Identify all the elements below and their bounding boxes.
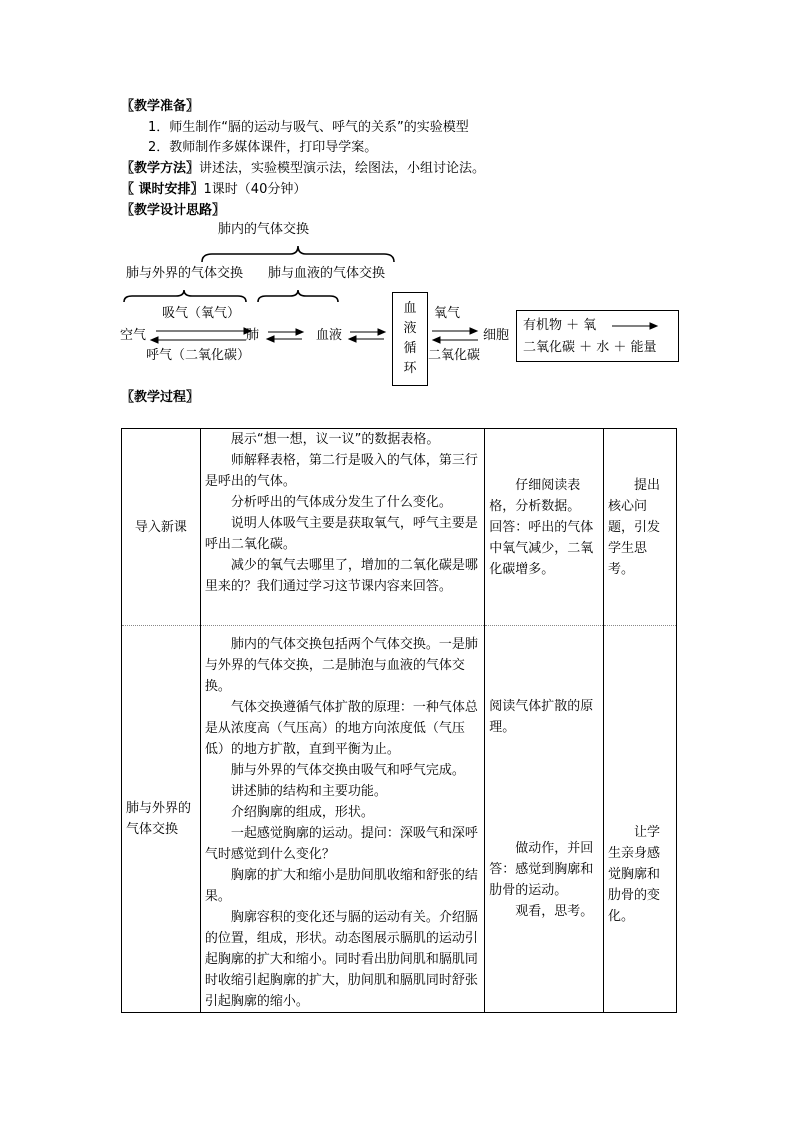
teacher-text: 展示“想一想，议一议”的数据表格。 [230, 432, 440, 447]
teacher-text: 胸廓容积的变化还与膈的运动有关。介绍膈的位置，组成，形状。动态图展示膈肌的运动引起胸廓的扩大和缩小。同时看出肋间肌和膈肌同时收缩引起胸廓的扩大，肋间肌和膈肌同时舒张引起胸廓的缩小。 [204, 910, 478, 1009]
circulation-char: 循 [403, 341, 417, 356]
teacher-text: 分析呼出的气体成分发生了什么变化。 [230, 495, 452, 510]
oxygen-label: 氧气 [434, 306, 461, 321]
design-heading: 〖教学设计思路〗 [121, 203, 226, 218]
left-label: 肺与外界的气体交换 [126, 266, 244, 281]
teacher-text: 说明人体吸气主要是获取氧气，呼气主要是呼出二氧化碳。 [204, 516, 478, 552]
stage-cell [122, 626, 201, 1013]
teacher-text: 讲述肺的结构和主要功能。 [230, 784, 387, 799]
intent-text: 让学生亲身感觉胸廓和肋骨的变化。 [608, 825, 661, 924]
teacher-text: 胸廓的扩大和缩小是肋间肌收缩和舒张的结果。 [204, 868, 478, 904]
stage-label: 肺与外界的气体交换 [126, 801, 192, 837]
teacher-cell [200, 626, 484, 1013]
method-text: 讲述法，实验模型演示法，绘图法，小组讨论法。 [199, 161, 486, 176]
intent-text: 提出核心问题，引发学生思考。 [608, 477, 661, 577]
top-label: 肺内的气体交换 [218, 222, 310, 237]
right-label: 肺与血液的气体交换 [268, 266, 386, 281]
schedule-heading: 〖 课时安排〗 [121, 182, 204, 197]
circulation-char: 环 [403, 361, 417, 376]
teacher-text: 一起感觉胸廓的运动。提问：深吸气和深呼气时感觉到什么变化？ [204, 826, 478, 862]
intent-cell [604, 626, 677, 1013]
inhale-label: 吸气（氧气） [162, 306, 241, 321]
teacher-text: 介绍胸廓的组成，形状。 [230, 805, 374, 820]
prep-item-1: 1．师生制作“膈的运动与吸气、呼气的关系”的实验模型 [148, 120, 469, 135]
lung-label: 肺 [246, 328, 260, 343]
student-cell [485, 429, 604, 626]
teacher-text: 肺与外界的气体交换由吸气和呼气完成。 [230, 763, 465, 778]
teacher-cell [200, 429, 484, 626]
teacher-text: 减少的氧气去哪里了，增加的二氧化碳是哪里来的？我们通过学习这节课内容来回答。 [204, 558, 478, 594]
teacher-text: 肺内的气体交换包括两个气体交换。一是肺与外界的气体交换，二是肺泡与血液的气体交换。 [204, 637, 478, 694]
student-text: 回答：呼出的气体中氧气减少，二氧化碳增多。 [489, 519, 594, 577]
circulation-box [392, 292, 428, 386]
process-heading: 〖教学过程〗 [121, 390, 200, 405]
air-label: 空气 [120, 328, 147, 343]
student-cell [485, 626, 604, 1013]
table-row [122, 626, 677, 1013]
right-brace [258, 290, 338, 302]
equation-line-2: 二氧化碳 ＋ 水 ＋ 能量 [523, 340, 657, 355]
left-brace [124, 290, 246, 302]
student-text: 阅读气体扩散的原理。 [489, 699, 594, 735]
equation-line-1: 有机物 ＋ 氧 [523, 318, 597, 333]
student-text: 仔细阅读表格，分析数据。 [489, 477, 581, 514]
circulation-char: 血 [403, 301, 417, 316]
student-text: 做动作，并回答：感觉到胸廓和肋骨的运动。 [489, 841, 594, 898]
schedule-text: 1课时（40分钟） [203, 182, 307, 197]
exhale-label: 呼气（二氧化碳） [146, 348, 251, 363]
method-heading: 〖教学方法〗 [121, 161, 200, 176]
teacher-text: 气体交换遵循气体扩散的原理：一种气体总是从浓度高（气压高）的地方向浓度低（气压低）的地方扩散，直到平衡为止。 [204, 700, 478, 757]
prep-item-2: 2．教师制作多媒体课件，打印导学案。 [148, 140, 378, 155]
process-table [121, 428, 677, 1013]
student-text: 观看，思考。 [515, 904, 594, 919]
intent-cell [604, 429, 677, 626]
stage-cell [122, 429, 201, 626]
co2-label: 二氧化碳 [428, 348, 481, 363]
circulation-char: 液 [403, 321, 417, 336]
top-brace [202, 246, 394, 262]
table-row [122, 429, 677, 626]
cell-label: 细胞 [483, 328, 510, 343]
blood-label: 血液 [316, 328, 343, 343]
teacher-text: 师解释表格，第二行是吸入的气体，第三行是呼出的气体。 [204, 453, 478, 489]
stage-label: 导入新课 [134, 519, 187, 535]
prep-heading: 〖教学准备〗 [121, 99, 200, 114]
